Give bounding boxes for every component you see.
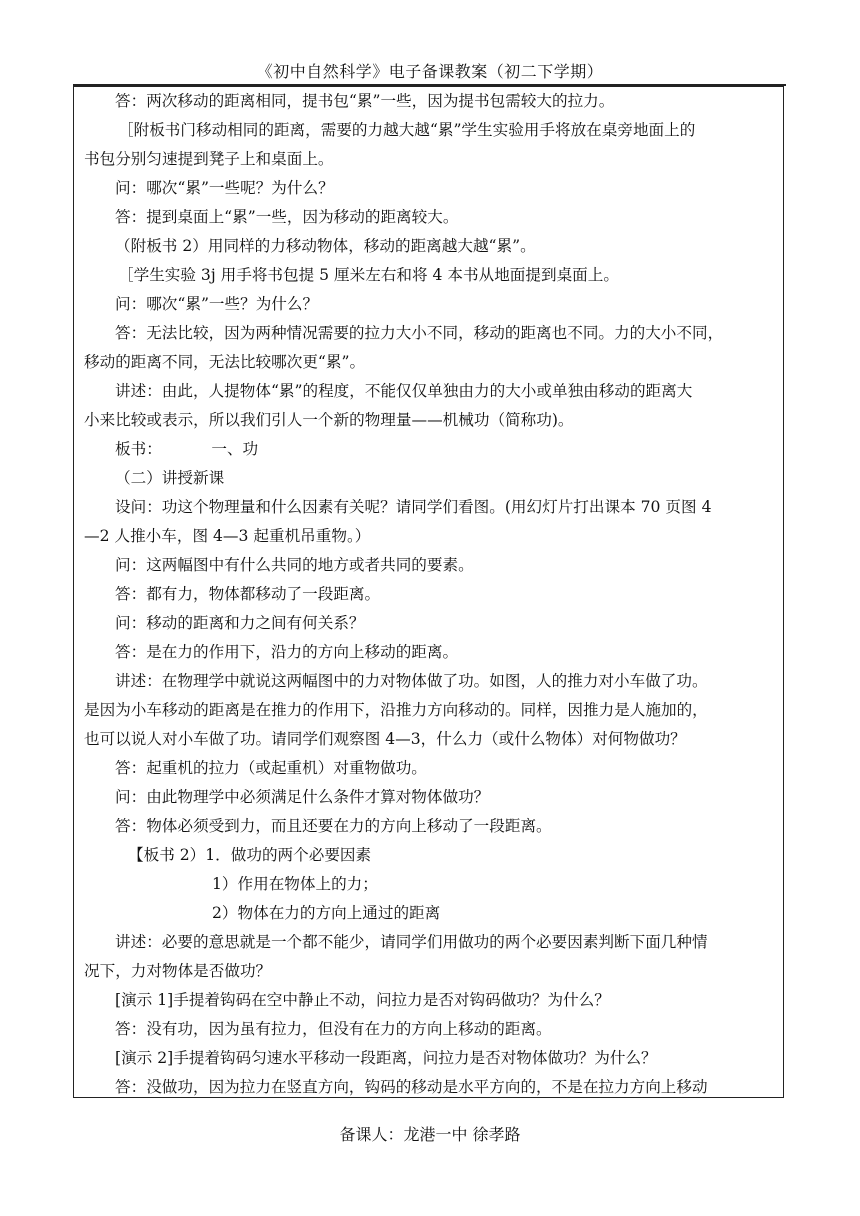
text-line: 1）作用在物体上的力； <box>212 875 378 893</box>
text-line: 答：无法比较，因为两种情况需要的拉力大小不同，移动的距离也不同。力的大小不同， <box>115 324 724 342</box>
text-line: 答：没有功，因为虽有拉力，但没有在力的方向上移动的距离。 <box>115 1020 552 1038</box>
text-line: 问：移动的距离和力之间有何关系？ <box>115 614 365 632</box>
text-line: 问：这两幅图中有什么共同的地方或者共同的要素。 <box>115 556 474 574</box>
text-line: 也可以说人对小车做了功。请同学们观察图 4—3，什么力（或什么物体）对何物做功？ <box>84 730 686 748</box>
text-line: 【板书 2）1．做功的两个必要因素 <box>128 846 372 864</box>
text-line: 小来比较或表示，所以我们引人一个新的物理量——机械功（简称功)。 <box>84 411 574 429</box>
text-line: [演示 2]手提着钩码匀速水平移动一段距离，问拉力是否对物体做功？为什么？ <box>115 1049 657 1067</box>
text-line: 答：是在力的作用下，沿力的方向上移动的距离。 <box>115 643 459 661</box>
text-line: 况下，力对物体是否做功？ <box>84 962 272 980</box>
text-line: 问：由此物理学中必须满足什么条件才算对物体做功？ <box>115 788 490 806</box>
text-line: 2）物体在力的方向上通过的距离 <box>212 904 441 922</box>
text-line: 移动的距离不同，无法比较哪次更“累”。 <box>84 353 366 371</box>
text-line: 答：都有力，物体都移动了一段距离。 <box>115 585 381 603</box>
text-line: 板书： 一、功 <box>115 440 259 458</box>
text-line: ［学生实验 3j 用手将书包提 5 厘米左右和将 4 本书从地面提到桌面上。 <box>118 266 619 284</box>
text-line: （二）讲授新课 <box>115 469 225 487</box>
text-line: 答：两次移动的距离相同，提书包“累”一些，因为提书包需较大的拉力。 <box>115 92 615 110</box>
text-line: 答：没做功，因为拉力在竖直方向，钩码的移动是水平方向的，不是在拉力方向上移动 <box>115 1078 708 1096</box>
text-line: 设问：功这个物理量和什么因素有关呢？请同学们看图。(用幻灯片打出课本 70 页图 4 <box>115 498 712 516</box>
text-line: 讲述：在物理学中就说这两幅图中的力对物体做了功。如图，人的推力对小车做了功。 <box>115 672 708 690</box>
text-line: 是因为小车移动的距离是在推力的作用下，沿推力方向移动的。同样，因推力是人施加的， <box>84 701 708 719</box>
text-line: 讲述：必要的意思就是一个都不能少，请同学们用做功的两个必要因素判断下面几种情 <box>115 933 708 951</box>
text-line: 问：哪次“累”一些呢？为什么？ <box>115 179 334 197</box>
lesson-text <box>74 87 783 1098</box>
text-line: 答：起重机的拉力（或起重机）对重物做功。 <box>115 759 427 777</box>
page-footer-preparer: 备课人：龙港一中 徐孝路 <box>339 1125 521 1144</box>
text-line: ［附板书门移动相同的距离，需要的力越大越“累”学生实验用手将放在桌旁地面上的 <box>118 121 696 139</box>
text-line: [演示 1]手提着钩码在空中静止不动，问拉力是否对钩码做功？为什么？ <box>115 991 610 1009</box>
text-line: （附板书 2）用同样的力移动物体，移动的距离越大越“累”。 <box>115 237 536 255</box>
text-line: 讲述：由此，人提物体“累”的程度，不能仅仅单独由力的大小或单独由移动的距离大 <box>115 382 693 400</box>
text-line: 答：提到桌面上“累”一些，因为移动的距离较大。 <box>115 208 459 226</box>
lesson-content-box <box>73 86 784 1098</box>
page-header-title: 《初中自然科学》电子备课教案（初二下学期） <box>256 62 604 81</box>
text-line: 书包分别匀速提到凳子上和桌面上。 <box>84 150 334 168</box>
text-line: —2 人推小车，图 4—3 起重机吊重物。） <box>84 527 371 545</box>
text-line: 答：物体必须受到力，而且还要在力的方向上移动了一段距离。 <box>115 817 552 835</box>
text-line: 问：哪次“累”一些？为什么？ <box>115 295 319 313</box>
